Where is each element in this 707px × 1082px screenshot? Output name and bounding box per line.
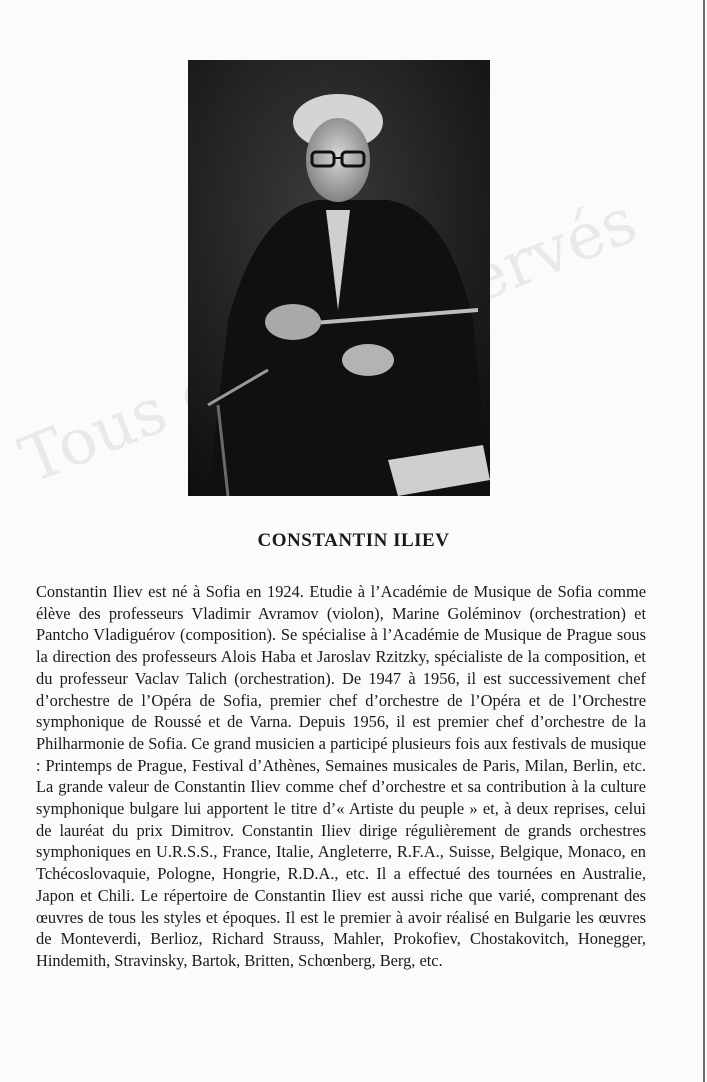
watermark: Tous réservés bbox=[10, 183, 647, 499]
page-title: CONSTANTIN ILIEV bbox=[257, 530, 450, 551]
biography-paragraph: Constantin Iliev est né à Sofia en 1924. Etudie à l’Académie de Musique de Sofia comme élève des professeurs Vladimir Avramov (violon), Marine Goléminov (orchestration) et Pantcho Vladiguérov (composition). Se spécialise à l’Académie de Musique de Prague sous la direction des professeurs Alois Haba et Jaroslav Rzitzky, spécialiste de la composition, et du professeur Vaclav Talich (orchestration). De 1947 à 1956, il est successivement chef d’orchestre de l’Opéra de Sofia, premier chef d’orchestre de l’Opéra et de l’Orchestre symphonique de Roussé et de Varna. Depuis 1956, il est premier chef d’orchestre de la Philharmonie de Sofia. Ce grand musicien a participé plusieurs fois aux festivals de musique : Printemps de Prague, Festival d’Athènes, Semaines musicales de Paris, Milan, Berlin, etc. La grande valeur de Constantin Iliev comme chef d’orchestre et sa contribution à la culture symphonique bulgare lui apportent le titre d’« Artiste du peuple » et, à deux reprises, celui de lauréat du prix Dimitrov. Constantin Iliev dirige régulièrement de grands orchestres symphoniques en U.R.S.S., France, Italie, Angleterre, R.F.A., Suisse, Belgique, Monaco, en Tchécoslovaquie, Pologne, Hongrie, R.D.A., etc. Il a effectué des tournées en Australie, Japon et Chili. Le répertoire de Constantin Iliev est aussi riche que varié, comprenant des œuvres de tous les styles et époques. Il est le premier à avoir réalisé en Bulgarie les œuvres de Monteverdi, Berlioz, Richard Strauss, Mahler, Prokofiev, Chostakovitch, Honegger, Hindemith, Stravinsky, Bartok, Britten, Schœnberg, Berg, etc. bbox=[36, 582, 646, 970]
portrait-image bbox=[188, 60, 490, 496]
page-edge-divider bbox=[703, 0, 705, 1082]
conductor-photo bbox=[188, 60, 490, 496]
